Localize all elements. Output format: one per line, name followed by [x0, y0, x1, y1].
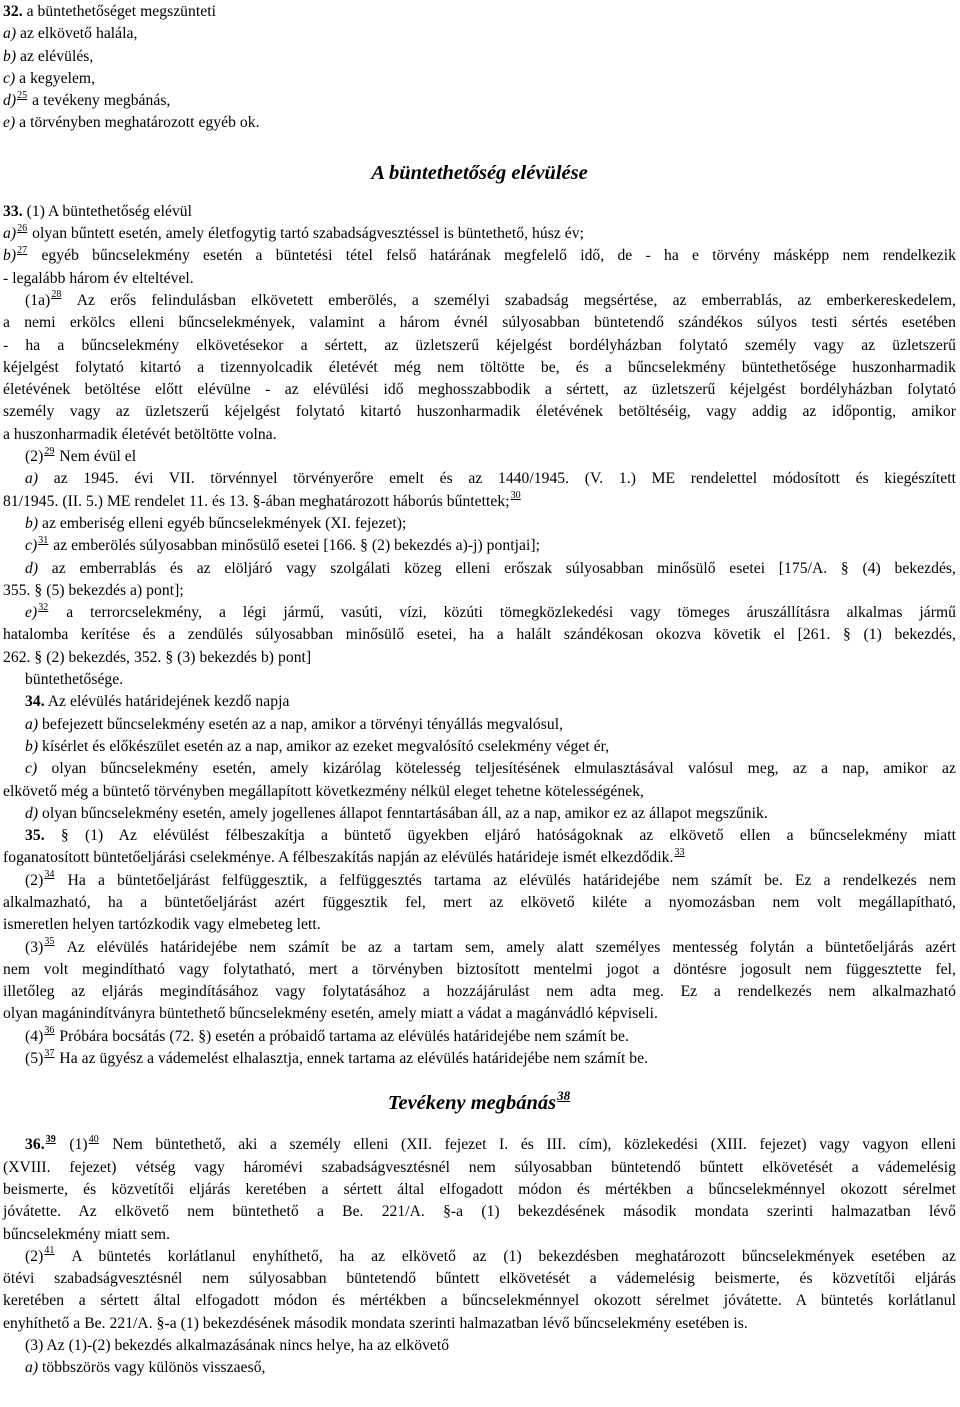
footnote-ref[interactable]: 39	[45, 1133, 56, 1145]
section-number: 33.	[3, 202, 23, 220]
footnote-ref[interactable]: 33	[674, 846, 685, 858]
list-item: a) befejezett bűncselekmény esetén az a nap, amikor a törvényi tényállás megvalósul,	[25, 715, 564, 733]
footnote-ref[interactable]: 30	[510, 490, 521, 502]
section-heading: Tevékeny megbánás$^{38}$	[387, 1087, 571, 1115]
paragraph-line: (2)$^{34}$ Ha a büntetőeljárást felfüggesztik, a felfüggesztés tartama az elévülés határidejébe nem számít be. Ez a rendelkezés nem	[25, 869, 956, 889]
footnote-ref[interactable]: 38	[557, 1087, 571, 1103]
paragraph-line: beismerte, és közvetítői eljárás keretében a sértett által elfogadott módon és mértékben a bűncselekménnyel okozott sérelmet	[3, 1180, 956, 1198]
paragraph-line: (2)$^{29}$ Nem évül el	[25, 445, 137, 466]
paragraph-line: (3) Az (1)-(2) bekezdés alkalmazásának nincs helye, ha az elkövető	[25, 1337, 450, 1355]
list-item: e) a törvényben meghatározott egyéb ok.	[3, 114, 260, 132]
list-item: d) olyan bűncselekmény esetén, amely jogellenes állapot fenntartásában áll, az a nap, amikor ez az állapot megszűnik.	[25, 804, 768, 822]
section-number: 34.	[25, 693, 45, 711]
section-number: 32.	[3, 3, 23, 20]
footnote-ref[interactable]: 29	[44, 445, 55, 457]
text-line: - legalább három év elteltével.	[3, 269, 194, 287]
paragraph-line: alkalmazható, ha a büntetőeljárást azért függesztik fel, mert az elkövető kiléte a nyomozásban nem volt megállapítható,	[3, 893, 956, 911]
footnote-ref[interactable]: 36	[44, 1025, 55, 1037]
list-item: b) az emberiség elleni egyéb bűncselekmények (XI. fejezet);	[25, 514, 407, 532]
footnote-ref[interactable]: 32	[38, 601, 49, 613]
list-item: d) az emberrablás és az elöljáró vagy szolgálati közeg elleni erőszak súlyosabban minősülő esetei [175/A. § (4) bekezdés,	[25, 559, 956, 577]
section-36-intro: 36.39 (1)$^{40}$ Nem büntethető, aki a személy elleni (XII. fejezet I. és III. cím), közlekedési (XIII. fejezet) vagy vagyon elleni	[25, 1133, 957, 1154]
footnote-ref[interactable]: 27	[17, 244, 28, 256]
text: a büntethetőséget megszünteti	[26, 3, 216, 20]
paragraph-line: (XVIII. fejezet) vétség vagy háromévi szabadságvesztésnél nem súlyosabban büntetendő bűntett elkövetését a vádemelésig	[3, 1158, 956, 1176]
section-number: 36.	[25, 1136, 45, 1154]
list-item: b) az elévülés,	[3, 47, 94, 65]
paragraph-line: ismeretlen helyen tartózkodik vagy elmebeteg lett.	[3, 916, 321, 934]
list-item: b) kísérlet és előkészület esetén az a nap, amikor az ezeket megvalósító cselekmény véget ér,	[25, 737, 610, 755]
paragraph-line: - ha a bűncselekmény elkövetésekor a sértett, az üzletszerű kéjelgést bordélyházban folytató személy vagy az üzletszerű	[3, 336, 956, 354]
paragraph-line: kéjelgést folytató kitartó a tizennyolcadik életévét még nem töltötte be, és a bűncselekmény büntethetősége huszonharmadik	[3, 358, 956, 376]
paragraph-line: illetőleg az eljárás megindításához vagy folytatásához a hozzájárulást nem adta meg. Ez a rendelkezés nem alkalmazható	[3, 983, 956, 1001]
list-item: 81/1945. (II. 5.) ME rendelet 11. és 13. §-ában meghatározott háborús bűntettek;$^{30}$	[3, 490, 521, 510]
section-heading: A büntethetőség elévülése	[371, 161, 588, 184]
paragraph-line: bűncselekmény miatt sem.	[3, 1225, 171, 1243]
list-item: hatalomba kerítése és a zendülés súlyosabban minősülő esetei, ha a halált szándékosan okozva követik el [261. § (1) bekezdés,	[3, 626, 956, 644]
list-item: elkövető még a büntető törvényben megállapított következmény nélkül eleget tehetne kötelességének,	[3, 782, 644, 800]
paragraph-line: a huszonharmadik életévét betöltötte volna.	[3, 425, 277, 443]
paragraph-line: (4)$^{36}$ Próbára bocsátás (72. §) esetén a próbaidő tartama az elévülés határidejébe nem számít be.	[25, 1025, 629, 1045]
section-33-intro: 33. (1) A büntethetőség elévül	[3, 202, 193, 220]
paragraph-line: nem volt megindítható vagy folytatható, mert a törvényben biztosított mentelmi jogot a döntésre jogosult nem függesztette fel,	[3, 960, 956, 978]
paragraph-line: olyan magánindítványra büntethető bűncselekmény esetén, amely miatt a vádat a magánvádló képviseli.	[3, 1005, 658, 1023]
section-32-intro	[3, 1, 956, 23]
paragraph-line: életévének betöltése előtt elévülne - az elévülési idő meghosszabbodik a sértett, az üzletszerű kéjelgést bordélyházban folytató	[3, 381, 956, 399]
paragraph-line: a nemi erkölcs elleni bűncselekmények, valamint a három évnél súlyosabban büntetendő szándékos súlyos testi sértés esetében	[3, 314, 956, 332]
paragraph-line: foganatosított büntetőeljárási cselekménye. A félbeszakítás napján az elévülés határideje ismét elkezdődik.$^{33}$	[3, 846, 685, 867]
list-item: a) az elkövető halála,	[3, 25, 138, 43]
list-item: c)$^{31}$ az emberölés súlyosabban minősülő esetei [166. § (2) bekezdés a)-j) pontjai];	[25, 534, 540, 555]
footnote-ref[interactable]: 34	[44, 869, 55, 881]
section-number: 35.	[25, 827, 45, 845]
paragraph-line: keretében a sértett által elfogadott módon és mértékben a bűncselekménnyel okozott sérelmet jóvátette. A büntetés korlátlanul	[3, 1292, 956, 1310]
paragraph-line: (5)$^{37}$ Ha az ügyész a vádemelést elhalasztja, ennek tartama az elévülés határidejébe nem számít be.	[25, 1047, 649, 1068]
text-line: büntethetősége.	[25, 671, 124, 689]
paragraph-line: (3)$^{35}$ Az elévülés határidejébe nem számít be az a tartam sem, amely alatt személyes mentesség folytán a büntetőeljárás azért	[25, 936, 956, 956]
paragraph-line: enyhíthető a Be. 221/A. §-a (1) bekezdésének második mondata szerinti halmazatban lévő bűncselekmény esetében is.	[3, 1314, 748, 1332]
list-item: e)$^{32}$ a terrorcselekmény, a légi jármű, vasúti, vízi, közúti tömegközlekedési vagy tömeges áruszállításra alkalmas jármű	[25, 601, 956, 622]
paragraph-line: ötévi szabadságvesztésnél nem súlyosabban büntetendő bűntett elkövetését a vádemelésig beismerte, és közvetítői eljárás	[3, 1270, 956, 1288]
list-item: c) olyan bűncselekmény esetén, amely kizárólag kötelesség teljesítésének elmulasztásával valósul meg, az a nap, amikor az	[25, 760, 956, 778]
section-34-intro: 34. Az elévülés határidejének kezdő napja	[25, 693, 290, 711]
footnote-ref[interactable]: 28	[51, 289, 62, 301]
footnote-ref[interactable]: 35	[44, 936, 55, 948]
section-35-intro: 35. § (1) Az elévülést félbeszakítja a büntető ügyekben eljáró hatóságoknak az elkövető ellen a bűncselekmény miatt	[25, 827, 956, 845]
footnote-ref[interactable]: 40	[88, 1133, 99, 1145]
list-item: d)$^{25}$ a tevékeny megbánás,	[3, 89, 171, 110]
list-item: 262. § (2) bekezdés, 352. § (3) bekezdés b) pont]	[3, 648, 312, 666]
footnote-ref[interactable]: 37	[44, 1047, 55, 1059]
list-item: 355. § (5) bekezdés a) pont];	[3, 581, 184, 599]
paragraph-line: jóvátette. Az elkövető nem büntethető a Be. 221/A. §-a (1) bekezdésének második mondata szerinti halmazatban lévő	[3, 1203, 956, 1221]
footnote-ref[interactable]: 26	[17, 222, 28, 234]
list-item: a) többszörös vagy különös visszaeső,	[25, 1359, 266, 1377]
list-item: a)$^{26}$ olyan bűntett esetén, amely életfogytig tartó szabadságvesztéssel is büntethető, húsz év;	[3, 222, 584, 243]
paragraph-line: (2)$^{41}$ A büntetés korlátlanul enyhíthető, ha az elkövető az (1) bekezdésben meghatározott bűncselekmények esetében az	[25, 1245, 956, 1265]
footnote-ref[interactable]: 25	[17, 89, 28, 101]
paragraph-line: (1a)$^{28}$ Az erős felindulásban elkövetett emberölés, a személyi szabadság megsértése, az emberrablás, az emberkereskedelem,	[25, 289, 956, 309]
paragraph-line: személy vagy az üzletszerű kéjelgést folytató kitartó huszonharmadik életévének betöltéséig, vagy addig az időpontig, amikor	[3, 403, 956, 421]
list-item: a) az 1945. évi VII. törvénnyel törvényerőre emelt és az 1440/1945. (V. 1.) ME rendelettel módosított és kiegészített	[25, 470, 956, 488]
footnote-ref[interactable]: 31	[38, 534, 49, 546]
list-item: c) a kegyelem,	[3, 69, 96, 87]
list-item: b)$^{27}$ egyéb bűncselekmény esetén a büntetési tétel felső határának megfelelő idő, de - ha e törvény másképp nem rendelkezik	[3, 244, 957, 265]
footnote-ref[interactable]: 41	[44, 1245, 55, 1257]
